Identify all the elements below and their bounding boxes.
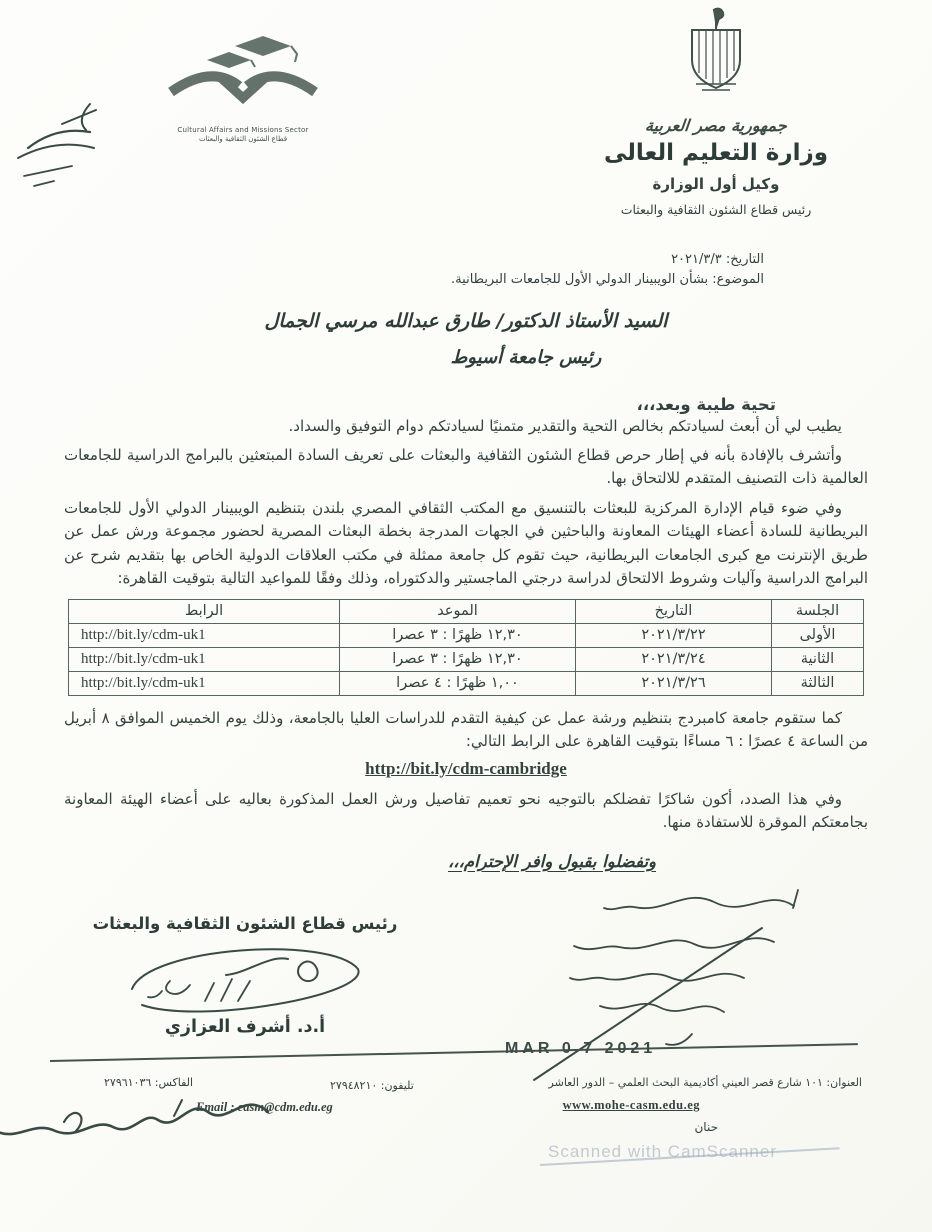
session-cell: الثالثة	[771, 671, 863, 695]
addressee-name: السيد الأستاذ الدكتور/ طارق عبدالله مرسي الجمال	[264, 310, 668, 332]
paragraph-5: وفي هذا الصدد، أكون شاكرًا تفضلكم بالتوجيه نحو تعميم تفاصيل ورش العمل المذكورة بعاليه على أعضاء الهيئة المعاونة بجامعتكم الموقرة للاستفادة منها.	[64, 789, 868, 831]
handler-initials: حنان	[694, 1120, 718, 1134]
link-cell: http://bit.ly/cdm-uk1	[69, 671, 340, 695]
paragraph-3: وفي ضوء قيام الإدارة المركزية للبعثات بالتنسيق مع المكتب الثقافي المصري بلندن بتنظيم الويبينار الدولي الأول للجامعات البريطانية للسادة أعضاء الهيئات المعاونة والباحثين في الجهات المدرجة بخطة البعثات المصرية لحضور مجموعة ورش عمل عن طريق الإنترنت مع كبرى الجامعات البريطانية، حيث تقوم كل جامعة ممثلة في مكتب العلاقات الدولية الخاص بها بتقديم شرح عن البرامج الدراسية وآليات وشروط الالتحاق لدراسة درجتي الماجستير والدكتوراه، وذلك وفقًا للمواعيد التالية بتوقيت القاهرة:	[64, 498, 868, 587]
handwritten-margin-note	[4, 96, 116, 196]
egypt-eagle-emblem-icon	[680, 6, 752, 100]
closing-salutation: وتفضلوا بقبول وافر الإحترام،،،	[447, 851, 656, 871]
date-cell: ٢٠٢١/٣/٢٤	[575, 647, 771, 671]
ministry-title: وزارة التعليم العالى	[603, 140, 828, 166]
footer-email: Email : casm@cdm.edu.eg	[196, 1100, 333, 1114]
link-cell: http://bit.ly/cdm-uk1	[69, 647, 340, 671]
camscanner-watermark: Scanned with CamScanner	[548, 1142, 778, 1161]
undersecretary-title: وكيل أول الوزارة	[652, 175, 780, 193]
time-cell: ١٢,٣٠ ظهرًا : ٣ عصرا	[339, 623, 575, 647]
col-header-date: التاريخ	[575, 599, 771, 623]
date-cell: ٢٠٢١/٣/٢٦	[575, 671, 771, 695]
sector-head-title: رئيس قطاع الشئون الثقافية والبعثات	[620, 202, 812, 217]
handwritten-bottom-note	[0, 1082, 272, 1162]
sector-logo-caption-en: Cultural Affairs and Missions Sector	[177, 126, 309, 134]
col-header-link: الرابط	[69, 599, 340, 623]
footer-fax: الفاكس: ٢٧٩٦١٠٣٦	[104, 1076, 194, 1089]
signatory-name: أ.د. أشرف العزازي	[164, 1017, 326, 1037]
subject-line: الموضوع: بشأن الويبينار الدولي الأول للجامعات البريطانية.	[451, 272, 764, 288]
greeting: تحية طيبة وبعد،،،	[636, 395, 776, 414]
footer-phone: تليفون: ٢٧٩٤٨٢١٠	[330, 1079, 414, 1092]
letterhead	[498, 6, 932, 217]
cambridge-link-line	[64, 759, 868, 779]
addressee-title: رئيس جامعة أسيوط	[450, 347, 602, 368]
table-row	[69, 671, 864, 695]
table-row	[69, 647, 864, 671]
table-row	[69, 623, 864, 647]
received-date-stamp: MAR 0 7 2021	[505, 1040, 657, 1057]
meta-block	[451, 250, 764, 290]
paragraph-1: يطيب لي أن أبعث لسيادتكم بخالص التحية والتقدير متمنيًا لسيادتكم دوام التوفيق والسداد.	[288, 417, 842, 435]
footer-address: العنوان: ١٠١ شارع قصر العيني أكاديمية البحث العلمي – الدور العاشر	[548, 1076, 862, 1089]
paragraph-2: وأتشرف بالإفادة بأنه في إطار حرص قطاع الشئون الثقافية والبعثات على تعريف السادة المبتعثين بالبرامج الدراسية للجامعات العالمية ذات التصنيف المتقدم للالتحاق بها.	[64, 445, 868, 487]
date-line: التاريخ: ٢٠٢١/٣/٣	[671, 252, 764, 267]
cambridge-link: http://bit.ly/cdm-cambridge	[365, 758, 567, 778]
footer-website: www.mohe-casm.edu.eg	[562, 1098, 700, 1112]
table-header-row	[69, 599, 864, 623]
sector-logo	[150, 30, 336, 145]
col-header-time: الموعد	[339, 599, 575, 623]
graduation-caps-book-icon	[163, 30, 323, 122]
paragraph-4: كما ستقوم جامعة كامبردج بتنظيم ورشة عمل عن كيفية التقدم للدراسات العليا بالجامعة، وذلك يوم الخميس الموافق ٨ أبريل من الساعة ٤ عصرًا : ٦ مساءًا بتوقيت القاهرة على الرابط التالي:	[64, 708, 868, 750]
sector-logo-caption-ar: قطاع الشئون الثقافية والبعثات	[198, 135, 288, 144]
signature-block	[56, 914, 434, 1037]
link-cell: http://bit.ly/cdm-uk1	[69, 623, 340, 647]
session-cell: الثانية	[771, 647, 863, 671]
handwritten-signature	[120, 933, 370, 1019]
time-cell: ١,٠٠ ظهرًا : ٤ عصرا	[339, 671, 575, 695]
session-cell: الأولى	[771, 623, 863, 647]
letter-body	[64, 310, 868, 871]
time-cell: ١٢,٣٠ ظهرًا : ٣ عصرا	[339, 647, 575, 671]
republic-title: جمهورية مصر العربية	[644, 116, 788, 135]
col-header-session: الجلسة	[771, 599, 863, 623]
date-cell: ٢٠٢١/٣/٢٢	[575, 623, 771, 647]
webinar-sessions-table	[68, 599, 864, 696]
signatory-title: رئيس قطاع الشئون الثقافية والبعثات	[92, 914, 398, 933]
